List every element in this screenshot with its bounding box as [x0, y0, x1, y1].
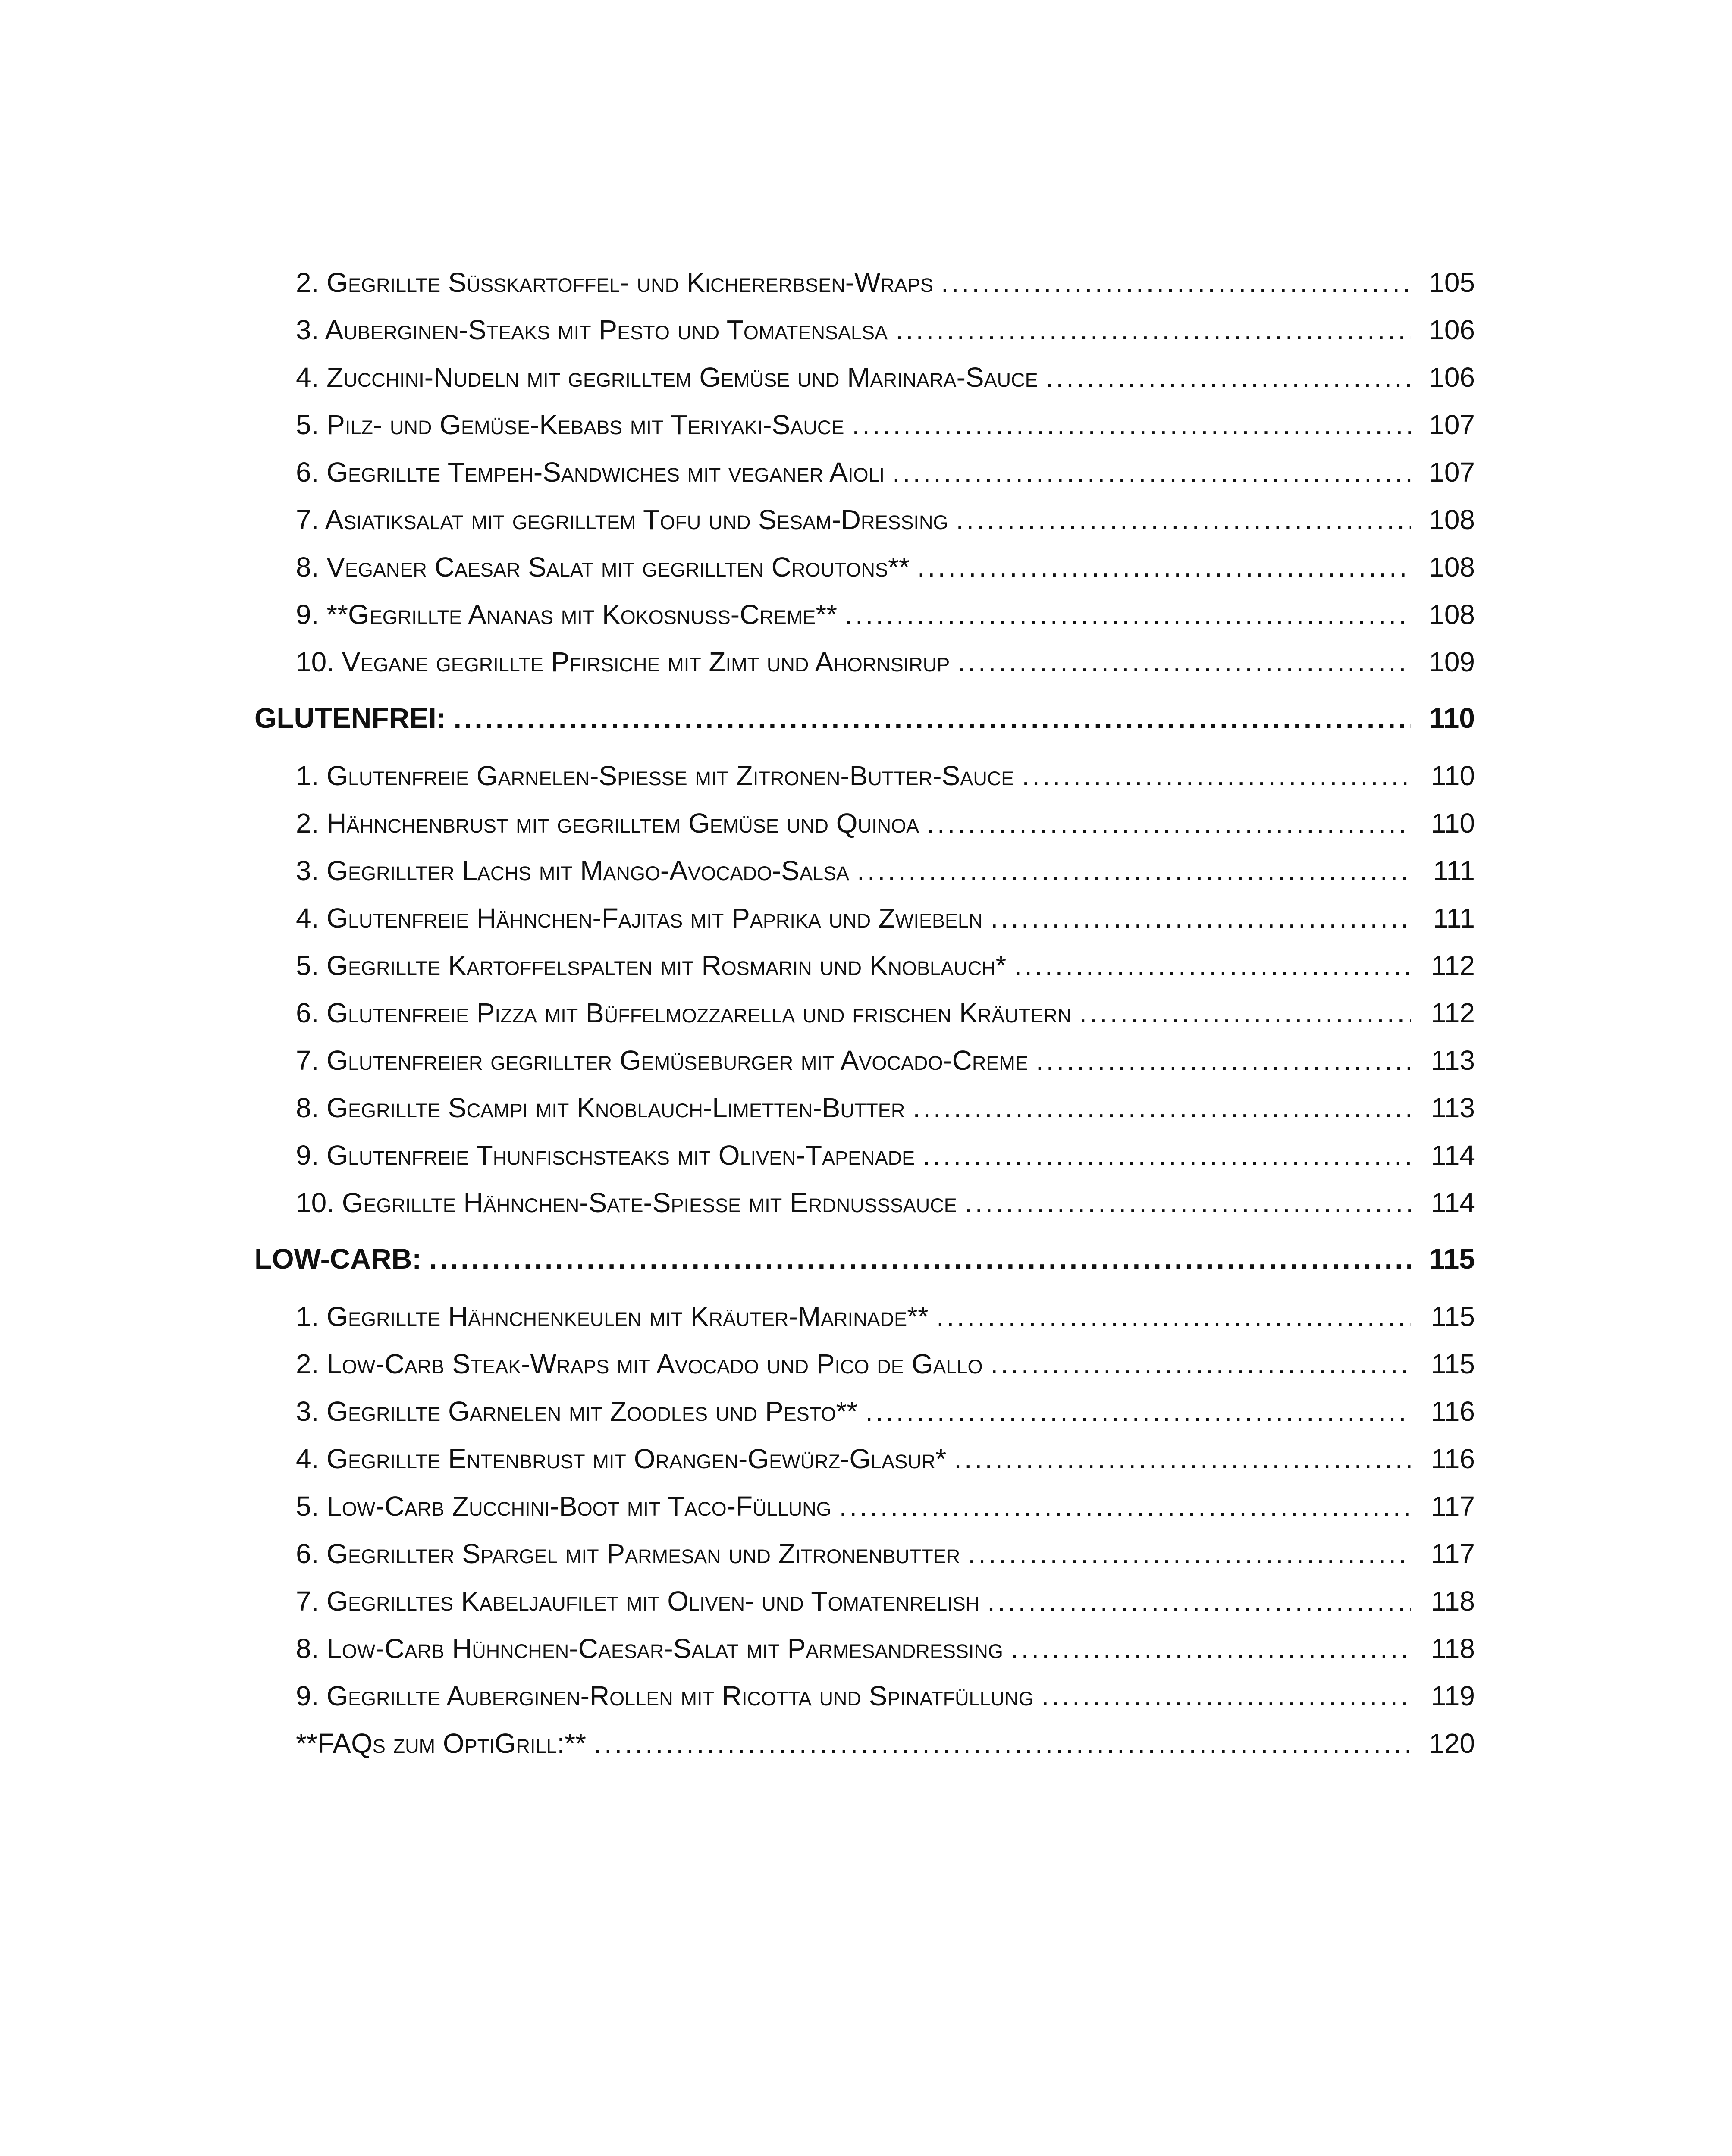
toc-entry-title: 9. **Gegrillte Ananas mit Kokosnuss-Creme**: [296, 599, 838, 630]
toc-leader-dots: [954, 1435, 1411, 1482]
toc-entry-page: 115: [1431, 1348, 1475, 1379]
toc-entry-title: 6. Glutenfreie Pizza mit Büffelmozzarella und frischen Kräutern: [296, 997, 1072, 1028]
toc-entry: [254, 1388, 1475, 1435]
toc-leader-dots: [895, 306, 1411, 354]
toc-leader-dots: [968, 1530, 1411, 1577]
toc-entry: [254, 1720, 1475, 1767]
toc-leader-dots: [892, 448, 1411, 496]
toc-entry-page: 108: [1429, 552, 1475, 583]
toc-entry-title: 2. Low-Carb Steak-Wraps mit Avocado und Pico de Gallo: [296, 1348, 983, 1379]
toc-entry-page: 107: [1429, 409, 1475, 440]
toc-leader-dots: [454, 690, 1411, 746]
toc-entry-page: 114: [1431, 1187, 1475, 1218]
toc-leader-dots: [987, 1577, 1411, 1625]
toc-entry: [254, 1530, 1475, 1577]
toc-entry-page: 114: [1431, 1140, 1475, 1171]
toc-entry-title: 4. Gegrillte Entenbrust mit Orangen-Gewürz-Glasur*: [296, 1443, 947, 1474]
toc-leader-dots: [936, 1293, 1411, 1340]
toc-entry: [254, 1340, 1475, 1388]
toc-entry-title: 7. Gegrilltes Kabeljaufilet mit Oliven- und Tomatenrelish: [296, 1586, 980, 1617]
toc-entry: [254, 1131, 1475, 1179]
toc-leader-dots: [839, 1482, 1411, 1530]
toc-entry: [254, 989, 1475, 1037]
toc-entry-title: 6. Gegrillter Spargel mit Parmesan und Zitronenbutter: [296, 1538, 960, 1569]
toc-entry-page: 113: [1431, 1045, 1475, 1076]
toc-entry-title: 4. Glutenfreie Hähnchen-Fajitas mit Paprika und Zwiebeln: [296, 903, 983, 934]
toc-entry-title: 2. Hähnchenbrust mit gegrilltem Gemüse und Quinoa: [296, 808, 919, 839]
toc-entry-title: 3. Gegrillte Garnelen mit Zoodles und Pesto**: [296, 1396, 858, 1427]
toc-entry: [254, 799, 1475, 847]
toc-leader-dots: [922, 1131, 1411, 1179]
toc-leader-dots: [957, 638, 1411, 686]
toc-entry: [254, 1482, 1475, 1530]
toc-entry-title: LOW-CARB:: [254, 1243, 422, 1275]
toc-entry-page: 108: [1429, 599, 1475, 630]
toc-entry-page: 115: [1429, 1243, 1475, 1275]
toc-entry-title: 1. Gegrillte Hähnchenkeulen mit Kräuter-Marinade**: [296, 1301, 929, 1332]
toc-entry-page: 115: [1431, 1301, 1475, 1332]
toc-entry: [254, 894, 1475, 942]
toc-entry: [254, 496, 1475, 543]
toc-leader-dots: [865, 1388, 1411, 1435]
toc-entry-title: 1. Glutenfreie Garnelen-Spieße mit Zitronen-Butter-Sauce: [296, 760, 1014, 791]
toc-entry-page: 105: [1429, 267, 1475, 298]
toc-entry-page: 116: [1431, 1396, 1475, 1427]
table-of-contents: [254, 259, 1475, 1767]
toc-leader-dots: [845, 591, 1411, 638]
toc-entry-page: 108: [1429, 504, 1475, 535]
toc-entry-title: **FAQs zum OptiGrill:**: [296, 1728, 587, 1759]
toc-entry: [254, 354, 1475, 401]
toc-entry-title: GLUTENFREI:: [254, 702, 446, 734]
toc-entry: [254, 259, 1475, 306]
toc-entry-title: 10. Vegane gegrillte Pfirsiche mit Zimt und Ahornsirup: [296, 646, 950, 677]
toc-entry-title: 7. Glutenfreier gegrillter Gemüseburger mit Avocado-Creme: [296, 1045, 1028, 1076]
toc-leader-dots: [1046, 354, 1411, 401]
toc-leader-dots: [1014, 942, 1411, 989]
toc-entry-title: 8. Veganer Caesar Salat mit gegrillten Croutons**: [296, 552, 910, 583]
toc-entry-page: 109: [1429, 646, 1475, 677]
toc-entry-page: 112: [1431, 997, 1475, 1028]
toc-entry-title: 3. Auberginen-Steaks mit Pesto und Tomatensalsa: [296, 314, 888, 345]
toc-entry-title: 5. Low-Carb Zucchini-Boot mit Taco-Füllung: [296, 1491, 831, 1522]
toc-entry-page: 106: [1429, 314, 1475, 345]
toc-leader-dots: [991, 894, 1411, 942]
toc-entry: [254, 942, 1475, 989]
toc-leader-dots: [1079, 989, 1411, 1037]
toc-entry-title: 10. Gegrillte Hähnchen-Sate-Spieße mit Erdnusssauce: [296, 1187, 957, 1218]
toc-leader-dots: [965, 1179, 1411, 1226]
toc-leader-dots: [1042, 1672, 1411, 1720]
toc-entry-page: 119: [1431, 1680, 1475, 1711]
toc-entry-page: 110: [1431, 808, 1475, 839]
toc-entry-title: 7. Asiatiksalat mit gegrilltem Tofu und Sesam-Dressing: [296, 504, 948, 535]
toc-entry: [254, 638, 1475, 686]
toc-entry: [254, 591, 1475, 638]
toc-leader-dots: [941, 259, 1411, 306]
toc-entry-page: 117: [1431, 1491, 1475, 1522]
toc-entry-title: 5. Gegrillte Kartoffelspalten mit Rosmarin und Knoblauch*: [296, 950, 1007, 981]
toc-entry-page: 110: [1429, 702, 1475, 734]
toc-leader-dots: [927, 799, 1411, 847]
toc-entry-page: 112: [1431, 950, 1475, 981]
toc-leader-dots: [1011, 1625, 1411, 1672]
toc-entry-title: 9. Gegrillte Auberginen-Rollen mit Ricotta und Spinatfüllung: [296, 1680, 1034, 1711]
toc-entry-title: 6. Gegrillte Tempeh-Sandwiches mit veganer Aioli: [296, 457, 885, 488]
toc-entry: [254, 1293, 1475, 1340]
toc-entry: [254, 306, 1475, 354]
toc-entry-page: 117: [1431, 1538, 1475, 1569]
toc-entry-page: 120: [1429, 1728, 1475, 1759]
toc-leader-dots: [1036, 1037, 1411, 1084]
toc-entry: [254, 401, 1475, 448]
toc-entry-page: 107: [1429, 457, 1475, 488]
toc-leader-dots: [990, 1340, 1411, 1388]
toc-entry-title: 3. Gegrillter Lachs mit Mango-Avocado-Salsa: [296, 855, 850, 886]
toc-entry: [254, 1672, 1475, 1720]
toc-entry: [254, 1577, 1475, 1625]
toc-entry-page: 118: [1431, 1586, 1475, 1617]
toc-leader-dots: [1022, 752, 1411, 799]
toc-entry-page: 113: [1431, 1092, 1475, 1123]
toc-entry-page: 118: [1431, 1633, 1475, 1664]
toc-entry-title: 2. Gegrillte Süßkartoffel- und Kichererbsen-Wraps: [296, 267, 933, 298]
toc-leader-dots: [429, 1231, 1411, 1287]
toc-entry-title: 9. Glutenfreie Thunfischsteaks mit Oliven-Tapenade: [296, 1140, 915, 1171]
toc-entry-title: 4. Zucchini-Nudeln mit gegrilltem Gemüse und Marinara-Sauce: [296, 362, 1038, 393]
toc-leader-dots: [917, 543, 1411, 591]
toc-entry-title: 8. Gegrillte Scampi mit Knoblauch-Limetten-Butter: [296, 1092, 905, 1123]
toc-entry: [254, 847, 1475, 894]
toc-entry-page: 110: [1431, 760, 1475, 791]
toc-entry: [254, 543, 1475, 591]
toc-entry: [254, 1179, 1475, 1226]
toc-entry-title: 5. Pilz- und Gemüse-Kebabs mit Teriyaki-Sauce: [296, 409, 844, 440]
toc-entry-title: 8. Low-Carb Hühnchen-Caesar-Salat mit Parmesandressing: [296, 1633, 1003, 1664]
toc-entry-page: 116: [1431, 1443, 1475, 1474]
toc-section-heading: [254, 690, 1475, 746]
toc-entry: [254, 1625, 1475, 1672]
toc-section-heading: [254, 1231, 1475, 1287]
toc-entry: [254, 1037, 1475, 1084]
toc-leader-dots: [857, 847, 1411, 894]
toc-entry: [254, 752, 1475, 799]
toc-entry-page: 111: [1433, 903, 1475, 934]
toc-leader-dots: [913, 1084, 1411, 1131]
toc-entry-page: 111: [1433, 855, 1475, 886]
toc-entry-page: 106: [1429, 362, 1475, 393]
toc-entry: [254, 1435, 1475, 1482]
toc-leader-dots: [594, 1720, 1411, 1767]
toc-leader-dots: [852, 401, 1411, 448]
toc-entry: [254, 448, 1475, 496]
toc-entry: [254, 1084, 1475, 1131]
toc-leader-dots: [956, 496, 1411, 543]
